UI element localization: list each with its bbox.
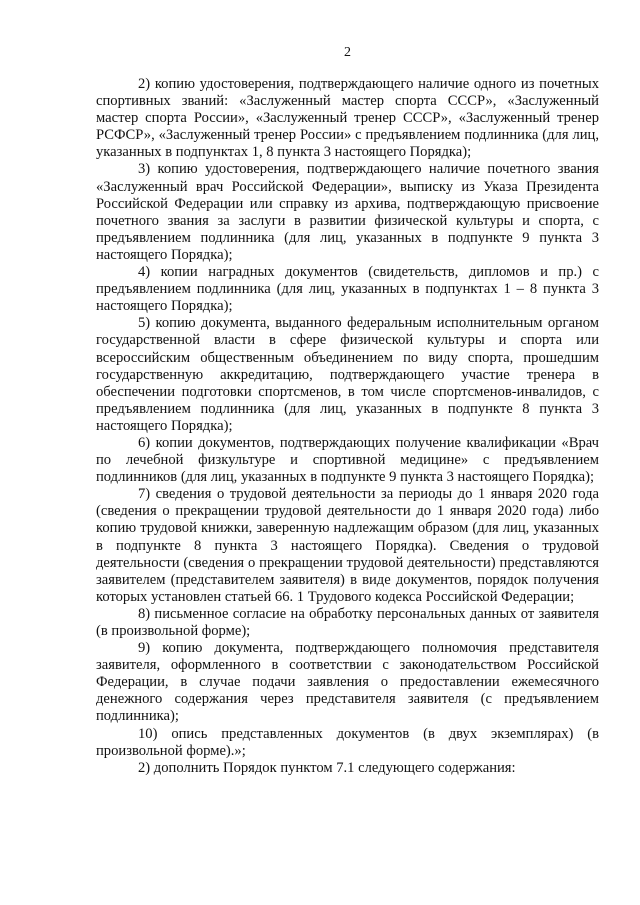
paragraph-item-7: 7) сведения о трудовой деятельности за периоды до 1 января 2020 года (сведения о прекращении трудовой деятельности до 1 января 2020 года) либо копию трудовой книжки, заверенную надлежащим образом (для лиц, указанных в подпункте 8 пункта 3 настоящего Порядка). Сведения о трудовой деятельности (сведения о прекращении трудовой деятельности) представляются заявителем (представителем заявителя) в виде документов, порядок получения которых установлен статьей 66. 1 Трудового кодекса Российской Федерации; [96,486,599,605]
paragraph-item-4: 4) копии наградных документов (свидетельств, дипломов и пр.) с предъявлением подлинника (для лиц, указанных в подпунктах 1 – 8 пункта 3 настоящего Порядка); [96,264,599,315]
paragraph-item-3: 3) копию удостоверения, подтверждающего наличие почетного звания «Заслуженный врач Российской Федерации», выписку из Указа Президента Российской Федерации или справку из архива, подтверждающую присвоение почетного звания за заслуги в развитии физической культуры и спорта, с предъявлением подлинника (для лиц, указанных в подпункте 9 пункта 3 настоящего Порядка); [96,161,599,263]
paragraph-item-10: 10) опись представленных документов (в двух экземплярах) (в произвольной форме).»; [96,725,599,759]
paragraph-item-5: 5) копию документа, выданного федеральным исполнительным органом государственной власти в сфере физической культуры и спорта или всероссийским общественным объединением по виду спорта, прошедшим государственную аккредитацию, подтверждающего участие тренера в обеспечении подготовки спортсменов, в том числе спортсменов-инвалидов, с предъявлением подлинника (для лиц, указанных в подпункте 8 пункта 3 настоящего Порядка); [96,315,599,434]
paragraph-item-9: 9) копию документа, подтверждающего полномочия представителя заявителя, оформленного в соответствии с законодательством Российской Федерации, в случае подачи заявления о предоставлении ежемесячного денежного содержания через представителя заявителя (с предъявлением подлинника); [96,640,599,725]
paragraph-item-8: 8) письменное согласие на обработку персональных данных от заявителя (в произвольной форме); [96,605,599,639]
paragraph-item-2: 2) копию удостоверения, подтверждающего наличие одного из почетных спортивных званий: «Заслуженный мастер спорта СССР», «Заслуженный мастер спорта России», «Заслуженный тренер СССР», «Заслуженный тренер РСФСР», «Заслуженный тренер России» с предъявлением подлинника (для лиц, указанных в подпунктах 1, 8 пункта 3 настоящего Порядка); [96,76,599,161]
paragraph-item-6: 6) копии документов, подтверждающих получение квалификации «Врач по лечебной физкультуре и спортивной медицине» с предъявлением подлинников (для лиц, указанных в подпункте 9 пункта 3 настоящего Порядка); [96,434,599,486]
paragraph-amendment-2: 2) дополнить Порядок пунктом 7.1 следующего содержания: [138,759,516,776]
page-number: 2 [344,45,351,60]
document-page [96,44,599,777]
